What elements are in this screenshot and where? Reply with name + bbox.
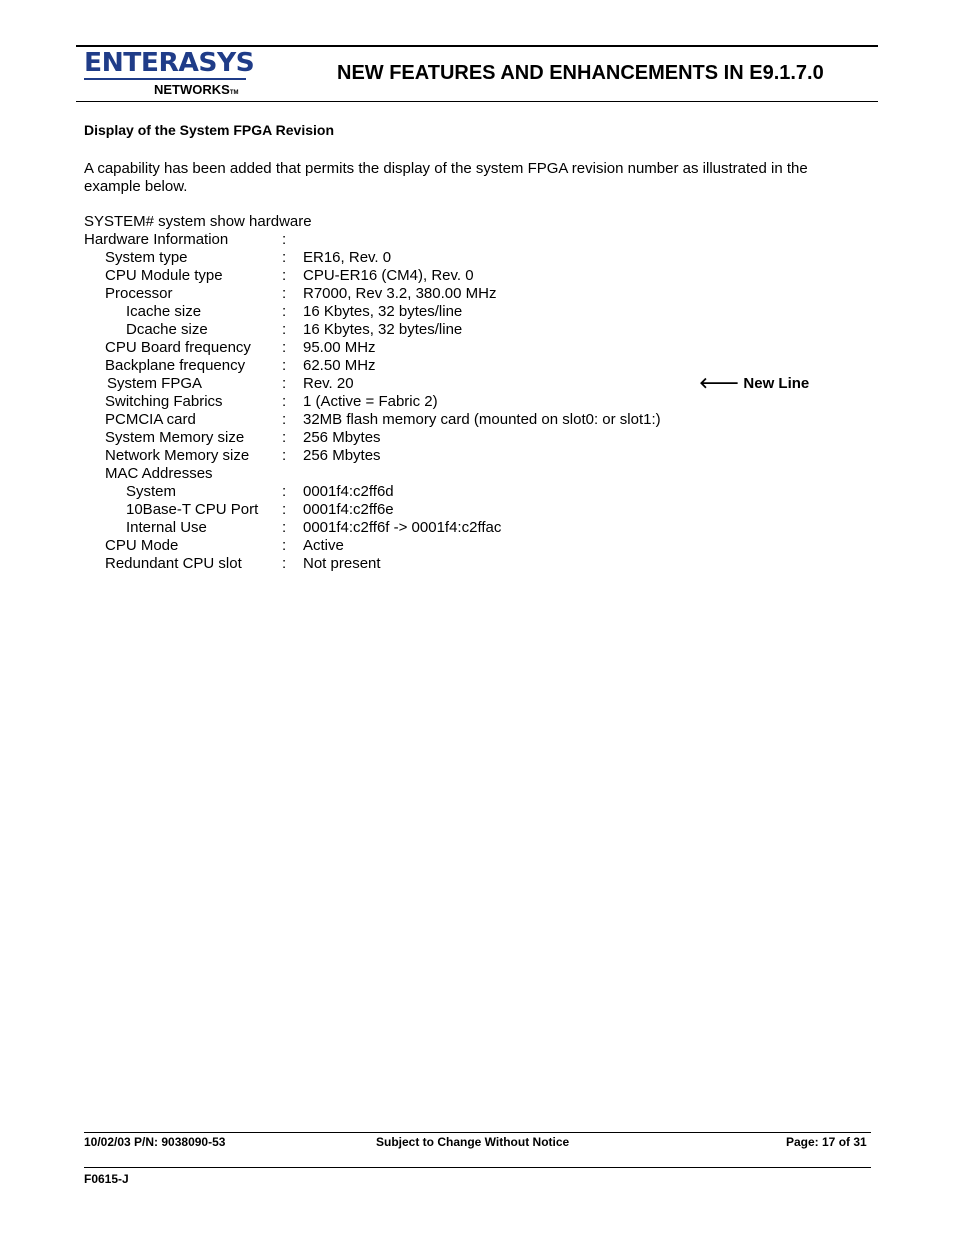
hw-value: 32MB flash memory card (mounted on slot0: or slot1:): [303, 411, 661, 428]
footer-notice: Subject to Change Without Notice: [376, 1135, 570, 1149]
footer-page-number: Page: 17 of 31: [786, 1135, 867, 1149]
header-top-rule: [76, 45, 878, 47]
hw-colon: :: [282, 321, 287, 338]
section-title: Display of the System FPGA Revision: [84, 122, 334, 138]
hw-colon: :: [282, 429, 287, 446]
hw-row-network-memory-size: [84, 447, 824, 465]
hw-colon: :: [282, 267, 287, 284]
hw-row-mac-system: [84, 483, 824, 501]
hw-value: 95.00 MHz: [303, 339, 376, 356]
hw-row-mac-10base-t-cpu-port: [84, 501, 824, 519]
hw-label: Internal Use: [126, 519, 207, 536]
hw-colon: :: [282, 411, 287, 428]
hw-row-cpu-mode: [84, 537, 824, 555]
hardware-info-listing: [84, 231, 824, 573]
hw-label: 10Base-T CPU Port: [126, 501, 259, 518]
section-paragraph: A capability has been added that permits the display of the system FPGA revision number as illustrated in the example below.: [84, 160, 808, 195]
hw-value: 0001f4:c2ff6f -> 0001f4:c2ffac: [303, 519, 502, 536]
hw-colon: :: [282, 483, 287, 500]
hw-row-hardware-information: [84, 231, 824, 249]
logo-wordmark: ENTERASYS: [84, 48, 255, 78]
hw-value: Not present: [303, 555, 381, 572]
hw-row-system-fpga: [84, 375, 824, 393]
hw-label: Redundant CPU slot: [105, 555, 242, 572]
logo-subtitle: NETWORKSTM: [154, 82, 239, 97]
hw-colon: :: [282, 303, 287, 320]
hw-colon: :: [282, 249, 287, 266]
company-logo: [84, 48, 259, 100]
hw-value: 62.50 MHz: [303, 357, 376, 374]
hw-value: 0001f4:c2ff6d: [303, 483, 394, 500]
hw-colon: :: [282, 393, 287, 410]
hw-colon: :: [282, 537, 287, 554]
hw-row-system-memory-size: [84, 429, 824, 447]
hw-label: PCMCIA card: [105, 411, 196, 428]
hw-colon: :: [282, 231, 287, 248]
hw-value: Rev. 20: [303, 375, 354, 392]
hw-colon: :: [282, 375, 287, 392]
hw-row-mac-addresses: [84, 465, 824, 483]
hw-value: 16 Kbytes, 32 bytes/line: [303, 321, 463, 338]
hw-colon: :: [282, 519, 287, 536]
hw-label: System Memory size: [105, 429, 245, 446]
hw-row-cpu-board-frequency: [84, 339, 824, 357]
hw-row-icache-size: [84, 303, 824, 321]
hw-value: ER16, Rev. 0: [303, 249, 392, 266]
hw-row-mac-internal-use: [84, 519, 824, 537]
example-command: SYSTEM# system show hardware: [84, 213, 312, 230]
hw-value: 1 (Active = Fabric 2): [303, 393, 438, 410]
hw-label: Switching Fabrics: [105, 393, 223, 410]
hw-row-redundant-cpu-slot: [84, 555, 824, 573]
hw-colon: :: [282, 339, 287, 356]
hw-row-processor: [84, 285, 824, 303]
hw-label: CPU Mode: [105, 537, 179, 554]
hw-label: Hardware Information: [84, 231, 229, 248]
hw-row-cpu-module-type: [84, 267, 824, 285]
hw-label: MAC Addresses: [105, 465, 213, 482]
hw-value: CPU-ER16 (CM4), Rev. 0: [303, 267, 474, 284]
page-title: NEW FEATURES AND ENHANCEMENTS IN E9.1.7.0: [337, 62, 824, 84]
hw-value: 16 Kbytes, 32 bytes/line: [303, 303, 463, 320]
hw-label: System FPGA: [107, 375, 203, 392]
footer-date-part-number: 10/02/03 P/N: 9038090-53: [84, 1135, 226, 1149]
hw-label: CPU Module type: [105, 267, 223, 284]
hw-colon: :: [282, 357, 287, 374]
hw-row-dcache-size: [84, 321, 824, 339]
hw-colon: :: [282, 285, 287, 302]
hw-label: Backplane frequency: [105, 357, 246, 374]
hw-value: 0001f4:c2ff6e: [303, 501, 394, 518]
footer-top-rule: [84, 1132, 871, 1133]
hw-label: CPU Board frequency: [105, 339, 251, 356]
hw-value: R7000, Rev 3.2, 380.00 MHz: [303, 285, 497, 302]
new-line-note: 🡐 New Line: [699, 375, 810, 392]
hw-row-pcmcia-card: [84, 411, 824, 429]
logo-rule: [84, 78, 246, 80]
hw-colon: :: [282, 555, 287, 572]
hw-row-system-type: [84, 249, 824, 267]
hw-label: Processor: [105, 285, 173, 302]
hw-label: Network Memory size: [105, 447, 250, 464]
hw-value: Active: [303, 537, 344, 554]
hw-label: Dcache size: [126, 321, 208, 338]
hw-value: 256 Mbytes: [303, 429, 381, 446]
footer-bottom-rule: [84, 1167, 871, 1168]
hw-label: Icache size: [126, 303, 202, 320]
hw-value: 256 Mbytes: [303, 447, 381, 464]
form-id: F0615-J: [84, 1172, 129, 1186]
header-bottom-rule: [76, 101, 878, 102]
hw-row-switching-fabrics: [84, 393, 824, 411]
hw-colon: :: [282, 447, 287, 464]
trademark-mark: TM: [229, 90, 239, 96]
hw-row-backplane-frequency: [84, 357, 824, 375]
hw-colon: :: [282, 501, 287, 518]
hw-label: System: [126, 483, 177, 500]
hw-label: System type: [105, 249, 188, 266]
